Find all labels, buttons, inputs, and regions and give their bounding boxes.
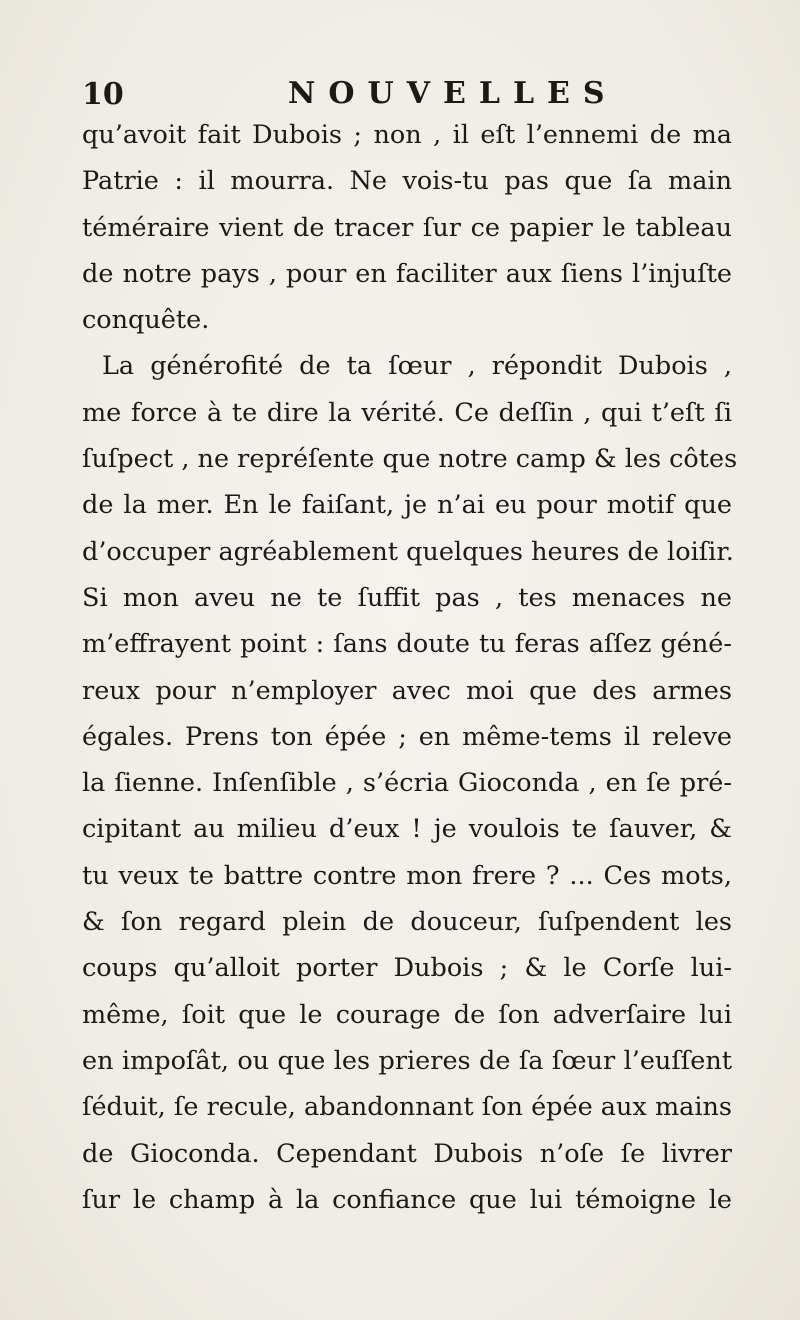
text-line: de Gioconda. Cependant Dubois n’oſe ſe livrer [82, 1138, 732, 1169]
text-line: égales. Prens ton épée ; en même-tems il releve [82, 721, 732, 752]
text-line: Si mon aveu ne te ſuffit pas , tes menaces ne [82, 582, 732, 613]
text-line: téméraire vient de tracer ſur ce papier le tableau [82, 212, 732, 243]
running-head: NOUVELLES [288, 76, 618, 111]
text-line: cipitant au milieu d’eux ! je voulois te ſauver, & [82, 814, 732, 845]
text-line: ſuſpect , ne repréſente que notre camp & les côtes [82, 444, 738, 475]
text-line: de la mer. En le faiſant, je n’ai eu pour motif que [82, 490, 732, 521]
text-line: en impoſât, ou que les prieres de ſa ſœur l’euſſent [82, 1045, 732, 1076]
text-line: coups qu’alloit porter Dubois ; & le Corſe lui- [82, 953, 732, 984]
text-line: la ſienne. Inſenſible , s’écria Gioconda , en ſe pré- [82, 768, 732, 799]
text-line: Patrie : il mourra. Ne vois-tu pas que ſa main [82, 166, 732, 197]
page-number: 10 [82, 77, 124, 112]
text-line: qu’avoit fait Dubois ; non , il eſt l’ennemi de ma [82, 120, 732, 150]
text-line: & ſon regard plein de douceur, ſuſpendent les [82, 907, 732, 938]
text-line: même, ſoit que le courage de ſon adverſaire lui [82, 999, 732, 1030]
text-line: reux pour n’employer avec moi que des armes [82, 675, 732, 706]
text-line: me force à te dire la vérité. Ce deſſin , qui t’eſt ſi [82, 397, 732, 428]
body-text [82, 112, 738, 1223]
text-line: de notre pays , pour en faciliter aux ſiens l’injuſte [82, 258, 732, 289]
text-line: m’effrayent point : ſans doute tu feras aſſez géné- [82, 629, 732, 660]
text-line: ſur le champ à la confiance que lui témoigne le [82, 1184, 732, 1215]
text-line: conquête. [82, 305, 210, 336]
text-line: ſéduit, ſe recule, abandonnant ſon épée aux mains [82, 1092, 732, 1123]
text-line: tu veux te battre contre mon frere ? ... Ces mots, [82, 860, 732, 891]
page-header [82, 74, 722, 114]
text-line: d’occuper agréablement quelques heures de loiſir. [82, 536, 734, 567]
text-line: La générofité de ta ſœur , répondit Dubois , [102, 351, 732, 382]
